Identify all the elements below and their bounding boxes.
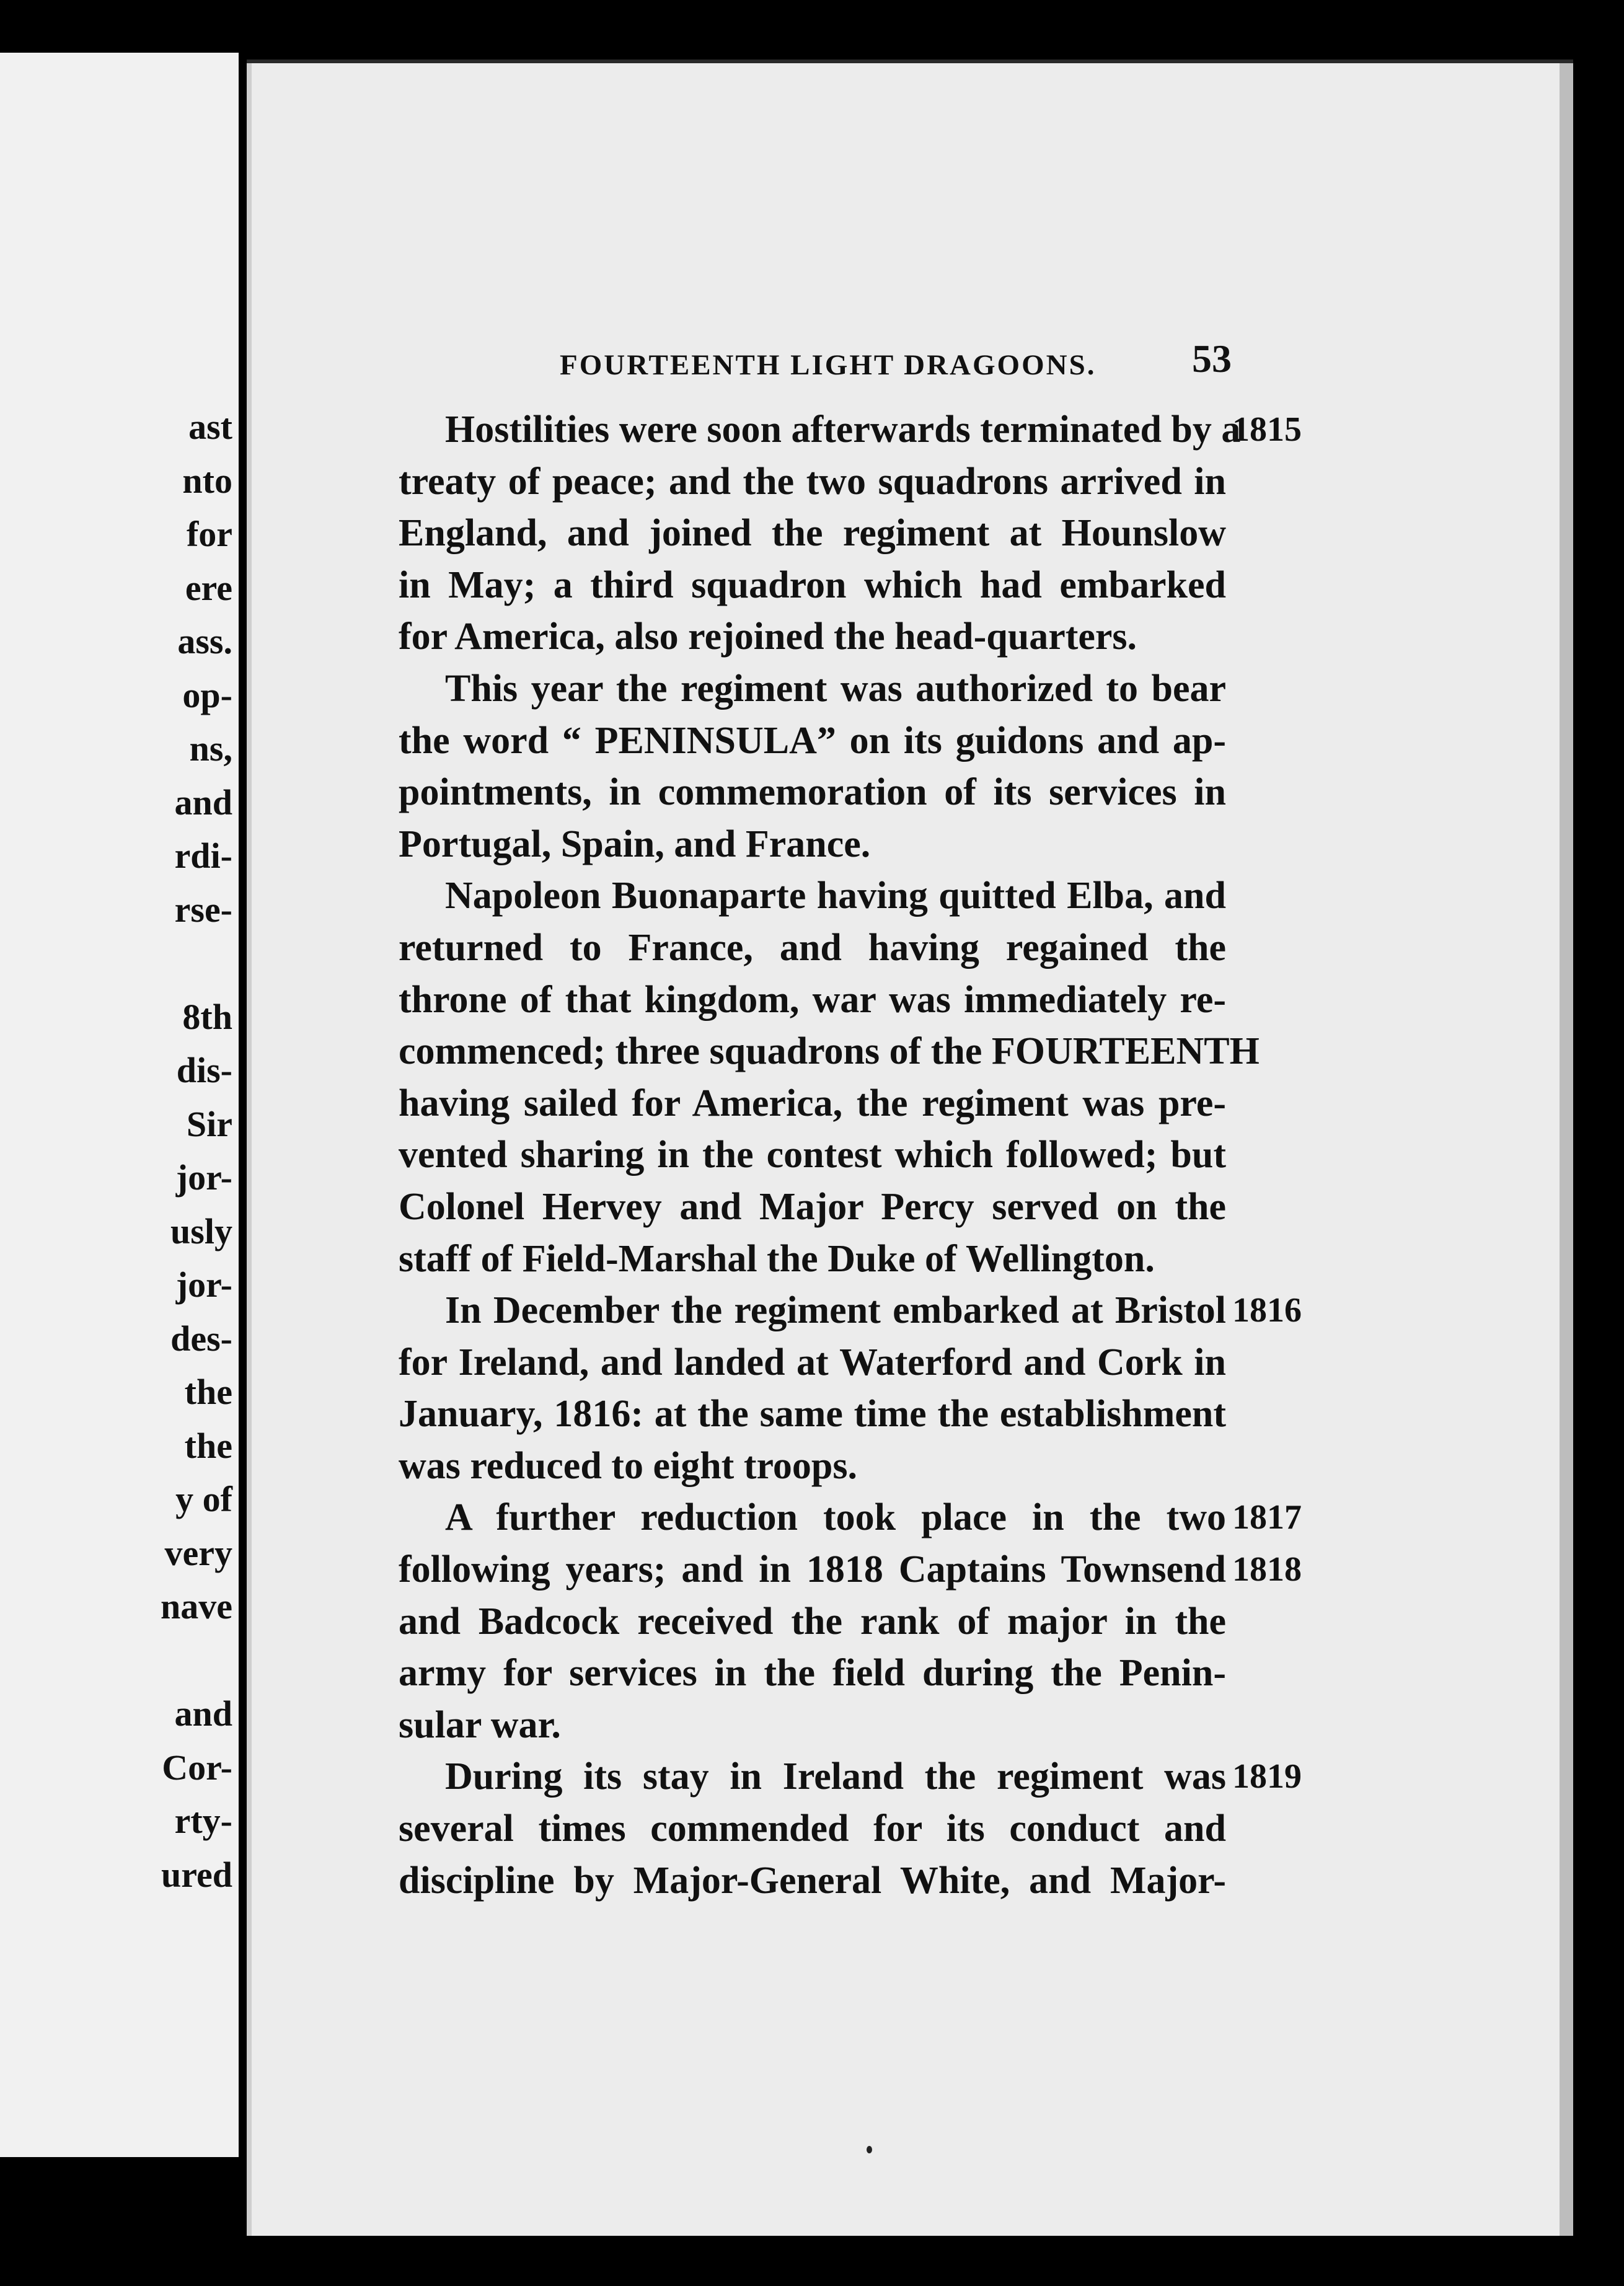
left-page-line: Sir xyxy=(186,1103,232,1144)
text-line xyxy=(399,1441,1499,1493)
line-text: several times commended for its conduct and xyxy=(399,1807,1226,1850)
left-page-line: 8th xyxy=(182,996,232,1037)
line-text: England, and joined the regiment at Hounslow xyxy=(399,512,1226,555)
text-line xyxy=(399,1337,1499,1389)
left-page-line: ured xyxy=(161,1854,232,1895)
text-line xyxy=(399,1026,1499,1078)
left-page-line: rty- xyxy=(174,1801,232,1841)
left-page-line: usly xyxy=(170,1211,232,1251)
text-line xyxy=(399,1388,1499,1441)
text-line xyxy=(399,1233,1499,1286)
left-page-line: rse- xyxy=(174,889,232,930)
line-text: This year the regiment was authorized to bear xyxy=(445,667,1226,710)
line-text: Napoleon Buonaparte having quitted Elba, and xyxy=(445,875,1226,917)
text-line xyxy=(399,560,1499,612)
text-line xyxy=(399,1078,1499,1130)
line-text: throne of that kingdom, war was immediately re- xyxy=(399,978,1226,1021)
line-text: following years; and in 1818 Captains Townsend xyxy=(399,1548,1226,1591)
line-text: January, 1816: at the same time the establishment xyxy=(399,1393,1226,1436)
left-page-line: the xyxy=(184,1372,232,1412)
text-line xyxy=(399,1803,1499,1855)
line-text: army for services in the field during the Penin- xyxy=(399,1652,1226,1695)
left-page-line: op- xyxy=(182,674,232,715)
page-edge xyxy=(1560,63,1573,2236)
left-page-line: Cor- xyxy=(162,1747,232,1788)
left-page-line: nave xyxy=(161,1586,232,1626)
text-line xyxy=(399,1596,1499,1648)
margin-year: 1816 xyxy=(1232,1291,1302,1330)
text-line xyxy=(399,404,1499,456)
left-page-line: ast xyxy=(188,407,232,447)
page-header xyxy=(247,336,1573,386)
text-line xyxy=(399,1492,1499,1544)
line-text: In December the regiment embarked at Bristol xyxy=(445,1289,1226,1332)
left-page-line: dis- xyxy=(176,1050,232,1090)
left-page-line: jor- xyxy=(175,1157,232,1198)
line-text: vented sharing in the contest which followed; but xyxy=(399,1134,1226,1176)
text-line xyxy=(399,767,1499,819)
running-title: FOURTEENTH LIGHT DRAGOONS. xyxy=(560,349,1097,381)
left-page-line: ns, xyxy=(189,728,232,769)
text-line xyxy=(399,715,1499,767)
line-text: staff of Field-Marshal the Duke of Wellington. xyxy=(399,1237,1155,1280)
previous-page-edge xyxy=(0,53,239,2157)
line-text: and Badcock received the rank of major in the xyxy=(399,1600,1226,1643)
left-page-line: rdi- xyxy=(174,836,232,876)
line-text: Hostilities were soon afterwards terminated by a xyxy=(445,408,1241,451)
left-page-line: ere xyxy=(185,567,232,608)
line-text: for America, also rejoined the head-quarters. xyxy=(399,616,1137,658)
text-line xyxy=(399,1855,1499,1907)
text-line xyxy=(399,922,1499,974)
margin-year: 1817 xyxy=(1232,1498,1302,1537)
text-line xyxy=(399,870,1499,922)
line-text: During its stay in Ireland the regiment was xyxy=(445,1755,1226,1798)
line-text: treaty of peace; and the two squadrons arrived in xyxy=(399,460,1226,503)
left-page-line: y of xyxy=(175,1479,232,1519)
line-text: was reduced to eight troops. xyxy=(399,1444,857,1487)
margin-year: 1819 xyxy=(1232,1757,1302,1796)
line-text: commenced; three squadrons of the FOURTEENTH xyxy=(399,1030,1260,1073)
text-line xyxy=(399,508,1499,560)
left-page-line: very xyxy=(164,1532,232,1573)
margin-year: 1815 xyxy=(1232,410,1302,449)
text-line xyxy=(399,611,1499,663)
text-line xyxy=(399,456,1499,508)
line-text: the word “ PENINSULA” on its guidons and ap- xyxy=(399,719,1226,762)
text-line xyxy=(399,1285,1499,1337)
text-line xyxy=(399,1700,1499,1752)
line-text: pointments, in commemoration of its services in xyxy=(399,771,1226,814)
text-line xyxy=(399,974,1499,1026)
body-text xyxy=(399,404,1499,1907)
line-text: in May; a third squadron which had embarked xyxy=(399,563,1226,606)
left-page-line: jor- xyxy=(175,1264,232,1305)
text-line xyxy=(399,1751,1499,1803)
text-line xyxy=(399,1181,1499,1233)
line-text: having sailed for America, the regiment was pre- xyxy=(399,1082,1226,1124)
line-text: returned to France, and having regained the xyxy=(399,926,1226,969)
margin-year: 1818 xyxy=(1232,1550,1302,1589)
text-line xyxy=(399,1648,1499,1700)
left-page-line: for xyxy=(186,514,232,554)
text-line xyxy=(399,1544,1499,1596)
left-page-line: nto xyxy=(182,460,232,501)
line-text: for Ireland, and landed at Waterford and Cork in xyxy=(399,1341,1226,1384)
line-text: A further reduction took place in the two xyxy=(445,1496,1226,1539)
left-page-line: and xyxy=(174,1693,232,1734)
line-text: sular war. xyxy=(399,1703,561,1746)
text-line xyxy=(399,663,1499,715)
left-page-line: and xyxy=(174,782,232,823)
print-speck xyxy=(867,2146,872,2153)
left-page-line: ass. xyxy=(177,621,232,661)
page-number: 53 xyxy=(1192,337,1232,381)
line-text: Portugal, Spain, and France. xyxy=(399,823,871,865)
text-line xyxy=(399,819,1499,871)
text-line xyxy=(399,1129,1499,1181)
book-page xyxy=(247,60,1573,2236)
line-text: Colonel Hervey and Major Percy served on the xyxy=(399,1185,1226,1228)
left-page-line: des- xyxy=(170,1318,232,1359)
left-page-line: the xyxy=(184,1425,232,1466)
line-text: discipline by Major-General White, and Major- xyxy=(399,1859,1226,1902)
